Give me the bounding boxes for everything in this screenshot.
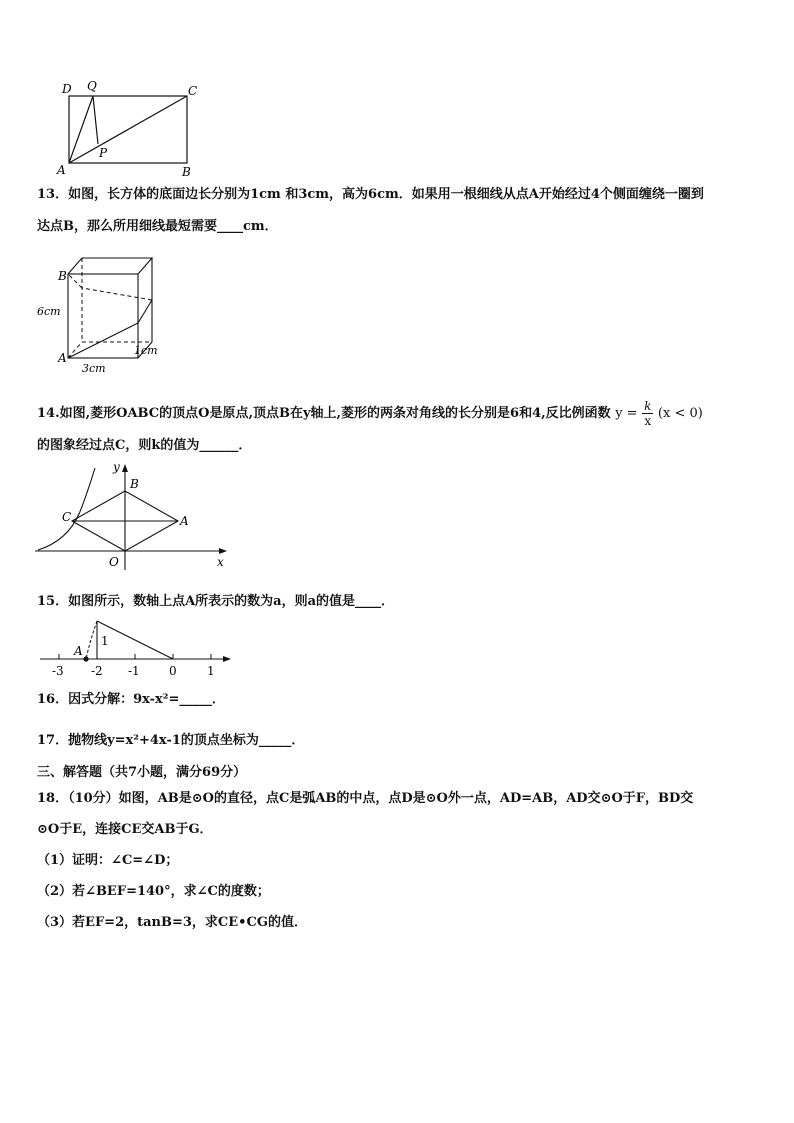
cuboid-right-edges (138, 258, 152, 358)
q18-part3: （3）若EF=2，tanB=3，求CE•CG的值． (37, 915, 307, 930)
string-left (68, 274, 82, 288)
hyperbola-curve (38, 468, 95, 550)
q16-end: ． (211, 692, 225, 707)
label-p: P (99, 146, 108, 160)
label-x: x (217, 555, 224, 569)
string-front (68, 323, 138, 358)
figure-rectangle (55, 78, 205, 178)
q14-end: ． (238, 438, 252, 453)
q14-line2 (37, 437, 251, 455)
label-height: 6cm (37, 305, 61, 318)
x-axis-arrow (219, 548, 227, 554)
q18-line2: ⊙O于E，连接CE交AB于G． (37, 822, 213, 837)
q13-line1: 13．如图，长方体的底面边长分别为1cm 和3cm，高为6cm．如果用一根细线从点A开始经过4个侧面缠绕一圈到 (37, 187, 704, 202)
q16-text: 16．因式分解：9x-x²= (37, 692, 180, 707)
label-y: y (113, 460, 120, 474)
label-q: Q (87, 79, 97, 93)
q14-condition: (x < 0) (657, 406, 703, 421)
tick-label-minus1: -1 (128, 664, 140, 678)
segment-qp (93, 96, 98, 144)
q17-blank: _____ (258, 733, 292, 748)
q15-line (37, 593, 394, 611)
q14-blank: ______ (199, 438, 239, 453)
label-d: D (62, 82, 72, 96)
q14-y-eq: y = (615, 406, 638, 421)
q14-text: 14.如图,菱形OABC的顶点O是原点,顶点B在y轴上,菱形的两条对角线的长分别是6和4,反比例函数 (37, 406, 611, 421)
tick-label-1: 1 (207, 664, 215, 678)
q15-end: ． (381, 594, 395, 609)
figure-cuboid (35, 250, 175, 380)
segment-ac (69, 96, 187, 163)
q17-end: ． (291, 733, 305, 748)
q16-line (37, 691, 225, 709)
string-right (138, 300, 152, 323)
q17-line (37, 732, 304, 750)
label-a: A (74, 644, 83, 658)
q18-part2: （2）若∠BEF=140°，求∠C的度数； (37, 884, 270, 899)
q14-fraction (642, 399, 653, 428)
label-a: A (57, 163, 66, 177)
q15-text: 15．如图所示，数轴上点A所表示的数为a，则a的值是 (37, 594, 356, 609)
label-b: B (182, 165, 191, 178)
q15-blank: ____ (355, 594, 382, 609)
q16-blank: _____ (179, 692, 212, 707)
section-heading: 三、解答题（共7小题，满分69分） (37, 765, 247, 780)
q13-text: 达点B，那么所用细线最短需要 (37, 219, 217, 234)
q14-frac-num: k (644, 399, 652, 413)
segment-aq (69, 96, 93, 163)
q13-blank: ____ (217, 219, 243, 234)
cuboid-hidden-diagonal (68, 342, 82, 358)
tick-label-minus2: -2 (91, 664, 103, 678)
q13-line2 (37, 218, 278, 236)
label-c: C (188, 84, 198, 98)
number-line-arrow (223, 656, 231, 662)
tick-label-0: 0 (169, 664, 177, 678)
point-a (83, 656, 88, 661)
q14-frac-den: x (644, 414, 652, 428)
q18-part1: （1）证明：∠C=∠D； (37, 853, 179, 868)
label-one: 1 (101, 634, 109, 648)
q14-text2: 的图象经过点C，则k的值为 (37, 438, 200, 453)
string-back (82, 288, 152, 300)
q17-text: 17．抛物线y=x²+4x-1的顶点坐标为 (37, 733, 259, 748)
y-axis-arrow (122, 464, 128, 472)
label-depth: 1cm (134, 344, 158, 357)
figure-rhombus (35, 458, 235, 573)
compass-arc (86, 621, 97, 659)
label-b: B (58, 269, 67, 283)
figure-number-line (38, 615, 234, 681)
label-a: A (58, 351, 67, 365)
tick-label-minus3: -3 (52, 664, 64, 678)
label-o: O (109, 555, 119, 569)
q14-line1 (37, 399, 703, 428)
q13-unit: cm． (243, 219, 278, 234)
label-width: 3cm (82, 362, 106, 375)
label-a: A (180, 514, 189, 528)
label-b: B (130, 477, 139, 491)
cuboid-top-edges (68, 258, 152, 274)
label-c: C (62, 510, 72, 524)
q18-line1: 18．（10分）如图，AB是⊙O的直径，点C是弧AB的中点，点D是⊙O外一点，AD=AB，AD交⊙O于F，BD交 (37, 791, 694, 806)
